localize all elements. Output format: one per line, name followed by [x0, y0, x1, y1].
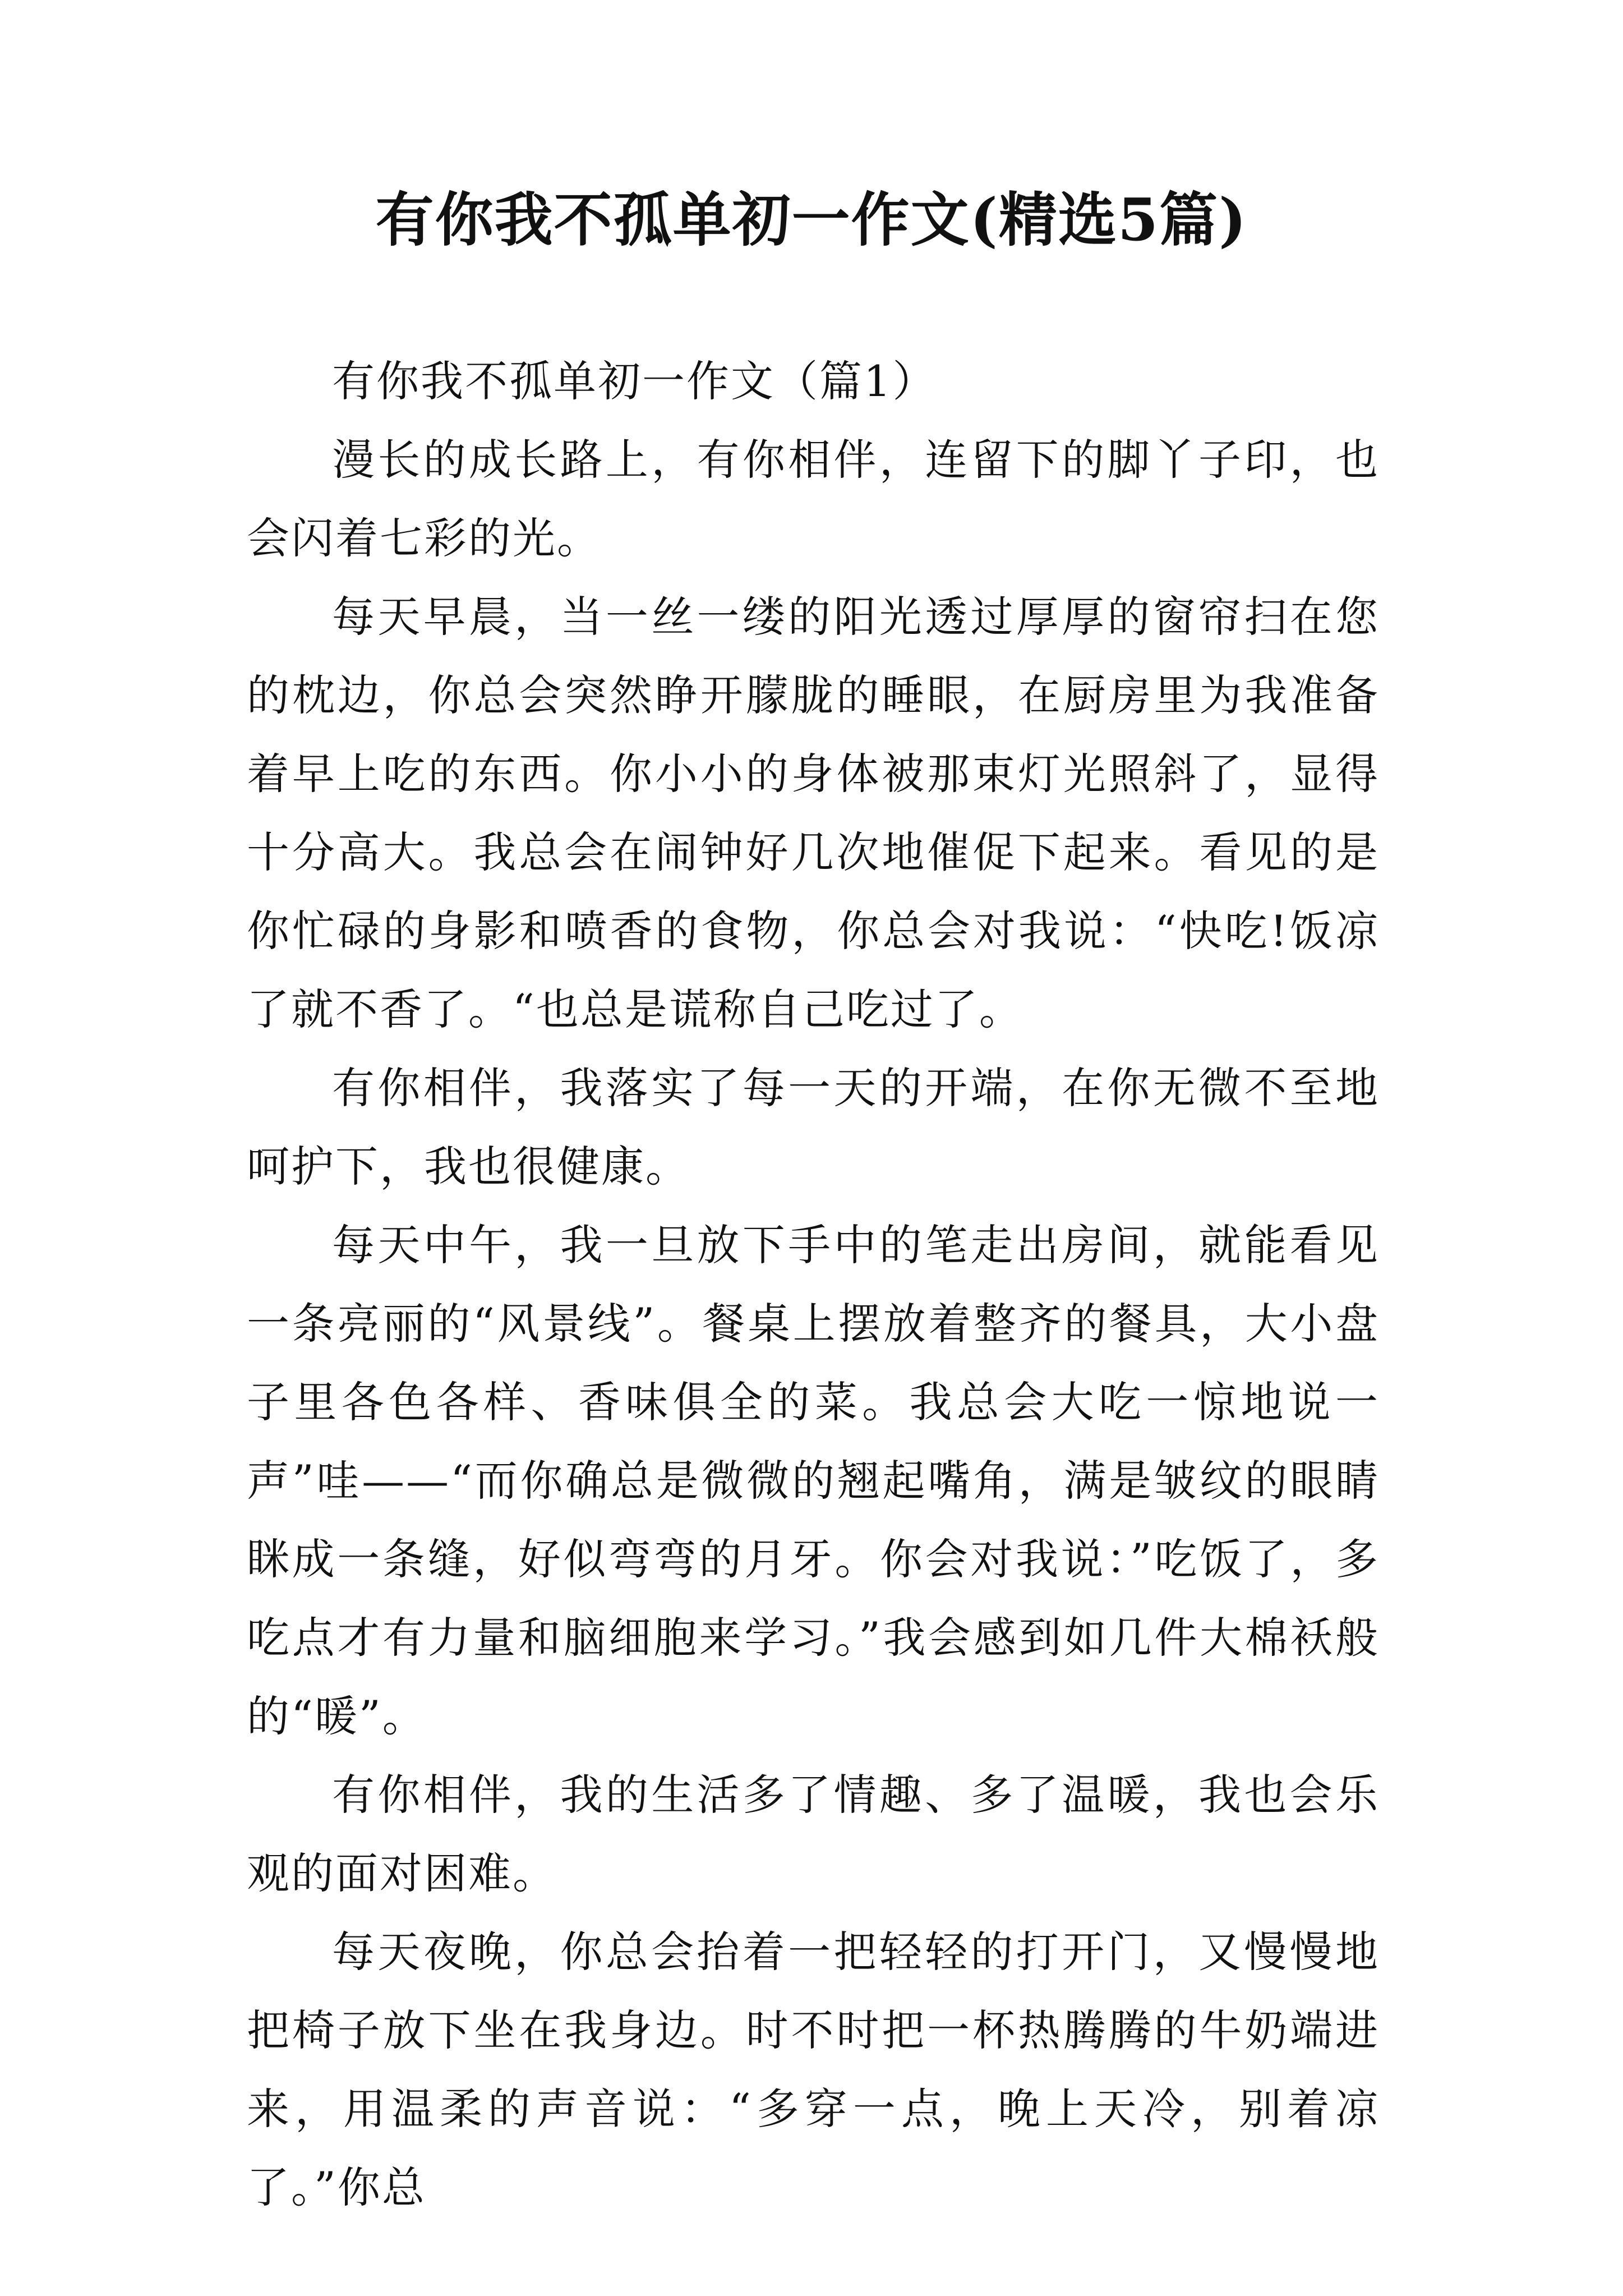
section-heading: 有你我不孤单初一作文（篇1） [332, 356, 937, 406]
document-body [247, 342, 1380, 2227]
paragraph: 漫长的成长路上，有你相伴，连留下的脚丫子印，也会闪着七彩的光。 [247, 435, 1380, 563]
paragraph: 有你相伴，我的生活多了情趣、多了温暖，我也会乐观的面对困难。 [247, 1770, 1380, 1898]
document-title: 有你我不孤单初一作文(精选5篇) [375, 185, 1248, 254]
paragraph: 每天夜晚，你总会抬着一把轻轻的打开门，又慢慢地把椅子放下坐在我身边。时不时把一杯热腾腾的牛奶端进来，用温柔的声音说：“多穿一点，晚上天冷，别着凉了。”你总 [247, 1927, 1380, 2212]
paragraph: 每天中午，我一旦放下手中的笔走出房间，就能看见一条亮丽的“风景线”。餐桌上摆放着整齐的餐具，大小盘子里各色各样、香味俱全的菜。我总会大吃一惊地说一声”哇——“而你确总是微微的翘起嘴角，满是皱纹的眼睛眯成一条缝，好似弯弯的月牙。你会对我说：”吃饭了，多吃点才有力量和脑细胞来学习。”我会感到如几件大棉袄般的“暖”。 [247, 1220, 1380, 1741]
paragraph: 有你相伴，我落实了每一天的开端，在你无微不至地呵护下，我也很健康。 [247, 1063, 1380, 1191]
paragraph: 每天早晨，当一丝一缕的阳光透过厚厚的窗帘扫在您的枕边，你总会突然睁开朦胧的睡眼，在厨房里为我准备着早上吃的东西。你小小的身体被那束灯光照斜了，显得十分高大。我总会在闹钟好几次地催促下起来。看见的是你忙碌的身影和喷香的食物，你总会对我说：“快吃!饭凉了就不香了。“也总是谎称自己吃过了。 [247, 592, 1380, 1034]
